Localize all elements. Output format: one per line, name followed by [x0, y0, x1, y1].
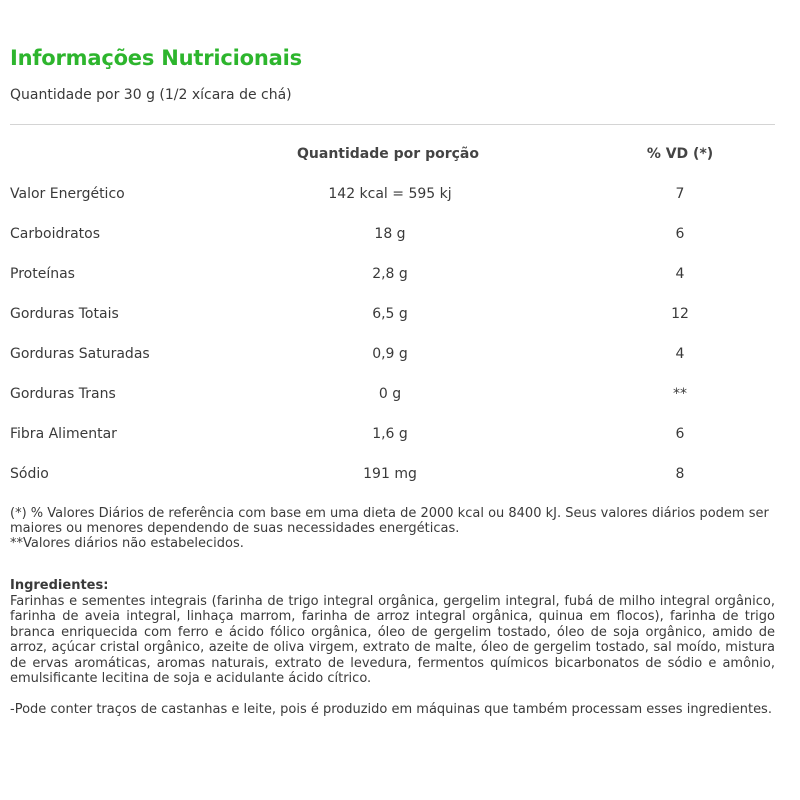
- nutrient-name: Proteínas: [10, 266, 75, 282]
- footnotes: [10, 506, 780, 551]
- nutrient-vd: 4: [675, 266, 685, 282]
- nutrient-name: Gorduras Totais: [10, 306, 119, 322]
- nutrient-quantity: 0,9 g: [372, 346, 408, 362]
- nutrient-vd: **: [673, 386, 687, 402]
- table-row: [10, 300, 775, 340]
- table-row: [10, 260, 775, 300]
- nutrient-quantity: 0 g: [378, 386, 402, 402]
- table-row: [10, 460, 775, 500]
- allergen-warning: -Pode conter traços de castanhas e leite, pois é produzido em máquinas que também processam esses ingredientes.: [10, 701, 772, 717]
- nutrient-name: Fibra Alimentar: [10, 426, 117, 442]
- ingredients-title: Ingredientes:: [10, 578, 109, 593]
- serving-size: Quantidade por 30 g (1/2 xícara de chá): [10, 87, 292, 103]
- table-row: [10, 420, 775, 460]
- table-header-row: [10, 140, 775, 180]
- nutrition-table: [10, 140, 775, 500]
- ingredients-list: Farinhas e sementes integrais (farinha de trigo integral orgânica, gergelim integral, fubá de milho integral orgânico, farinha de aveia integral, linhaça marrom, farinha de arroz integral orgânica, quinua em flocos), farinha de trigo branca enriquecida com ferro e ácido fólico orgânica, óleo de gergelim tostado, óleo de soja orgânico, amido de arroz, açúcar cristal orgânico, azeite de oliva virgem, extrato de malte, óleo de gergelim tostado, sal moído, mistura de ervas aromáticas, aromas naturais, extrato de levedura, fermentos químicos bicarbonatos de sódio e amônio, emulsificante lecitina de soja e acidulante ácido cítrico.: [10, 593, 775, 686]
- nutrient-quantity: 142 kcal = 595 kj: [328, 186, 452, 202]
- nutrient-quantity: 2,8 g: [372, 266, 408, 282]
- footnote-daily-values: (*) % Valores Diários de referência com base em uma dieta de 2000 kcal ou 8400 kJ. Seus valores diários podem ser maiores ou menores dependendo de suas necessidades energéticas.: [10, 506, 769, 536]
- nutrient-name: Gorduras Saturadas: [10, 346, 150, 362]
- table-row: [10, 340, 775, 380]
- table-row: [10, 180, 775, 220]
- nutrient-quantity: 6,5 g: [372, 306, 408, 322]
- nutrient-quantity: 1,6 g: [372, 426, 408, 442]
- nutrient-quantity: 18 g: [374, 226, 406, 242]
- nutrient-vd: 6: [675, 426, 685, 442]
- nutrient-name: Carboidratos: [10, 226, 101, 242]
- page-title: Informações Nutricionais: [10, 46, 302, 70]
- footnote-not-established: **Valores diários não estabelecidos.: [10, 536, 244, 551]
- nutrient-quantity: 191 mg: [363, 466, 417, 482]
- nutrient-name: Gorduras Trans: [10, 386, 116, 402]
- nutrient-vd: 6: [675, 226, 685, 242]
- nutrient-vd: 4: [675, 346, 685, 362]
- ingredients-section: [10, 578, 775, 717]
- header-quantity: Quantidade por porção: [297, 146, 479, 162]
- nutrient-vd: 12: [671, 306, 689, 322]
- header-divider: [10, 124, 775, 125]
- header-vd: % VD (*): [646, 146, 714, 162]
- nutrient-name: Valor Energético: [10, 186, 125, 202]
- nutrient-name: Sódio: [10, 466, 49, 482]
- table-row: [10, 380, 775, 420]
- nutrient-vd: 7: [675, 186, 685, 202]
- table-row: [10, 220, 775, 260]
- nutrient-vd: 8: [675, 466, 685, 482]
- table-body: [10, 180, 775, 500]
